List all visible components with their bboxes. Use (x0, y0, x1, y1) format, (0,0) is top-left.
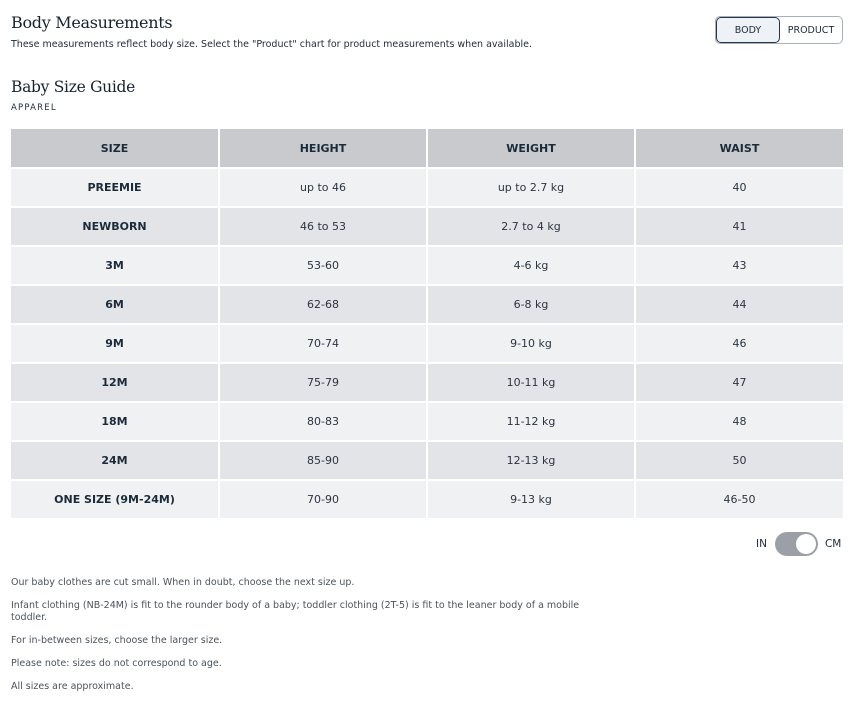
note-text: All sizes are approximate. (11, 681, 134, 692)
unit-toggle (756, 532, 841, 556)
note-text: For in-between sizes, choose the larger size. (11, 635, 223, 646)
size-table (11, 129, 843, 520)
waist-cell: 50 (635, 441, 843, 480)
waist-cell: 46 (635, 324, 843, 363)
waist-cell: 41 (635, 207, 843, 246)
size-cell: 12M (11, 363, 219, 402)
weight-cell: 9-10 kg (427, 324, 635, 363)
note-text: Please note: sizes do not correspond to age. (11, 658, 222, 669)
table-row (11, 441, 843, 480)
table-row (11, 168, 843, 207)
waist-cell: 40 (635, 168, 843, 207)
weight-cell: 12-13 kg (427, 441, 635, 480)
size-cell: 3M (11, 246, 219, 285)
body-tab-button[interactable]: BODY (716, 17, 780, 43)
size-cell: 18M (11, 402, 219, 441)
unit-label-in[interactable]: IN (756, 538, 767, 550)
unit-switch[interactable] (775, 532, 818, 556)
table-row (11, 480, 843, 519)
table-row (11, 285, 843, 324)
size-guide-category: APPAREL (11, 103, 57, 113)
column-header-size: SIZE (11, 129, 219, 168)
column-header-weight: WEIGHT (427, 129, 635, 168)
chart-type-toggle (715, 16, 843, 44)
height-cell: 85-90 (219, 441, 427, 480)
weight-cell: 6-8 kg (427, 285, 635, 324)
height-cell: 80-83 (219, 402, 427, 441)
switch-knob (796, 534, 816, 554)
weight-cell: 9-13 kg (427, 480, 635, 519)
table-row (11, 324, 843, 363)
table-row (11, 363, 843, 402)
table-header-row (11, 129, 843, 168)
column-header-height: HEIGHT (219, 129, 427, 168)
product-tab-button[interactable]: PRODUCT (787, 24, 835, 36)
waist-cell: 48 (635, 402, 843, 441)
table-row (11, 402, 843, 441)
waist-cell: 47 (635, 363, 843, 402)
note-text: Infant clothing (NB-24M) is fit to the rounder body of a baby; toddler clothing (2T-5) is fit to the leaner body of a mobile toddler. (11, 600, 580, 623)
size-cell: ONE SIZE (9M-24M) (11, 480, 219, 519)
unit-label-cm[interactable]: CM (824, 538, 842, 550)
size-cell: 9M (11, 324, 219, 363)
table-row (11, 207, 843, 246)
page-title: Body Measurements (11, 13, 173, 32)
height-cell: 70-74 (219, 324, 427, 363)
waist-cell: 43 (635, 246, 843, 285)
weight-cell: 4-6 kg (427, 246, 635, 285)
header (11, 13, 172, 32)
height-cell: 53-60 (219, 246, 427, 285)
size-cell: NEWBORN (11, 207, 219, 246)
size-cell: PREEMIE (11, 168, 219, 207)
height-cell: up to 46 (219, 168, 427, 207)
size-notes (11, 577, 611, 704)
waist-cell: 46-50 (635, 480, 843, 519)
height-cell: 62-68 (219, 285, 427, 324)
weight-cell: 10-11 kg (427, 363, 635, 402)
page-subtitle: These measurements reflect body size. Select the "Product" chart for product measurements when available. (11, 39, 532, 50)
note-text: Our baby clothes are cut small. When in doubt, choose the next size up. (11, 577, 355, 588)
size-guide-title: Baby Size Guide (11, 78, 135, 96)
height-cell: 46 to 53 (219, 207, 427, 246)
table-row (11, 246, 843, 285)
weight-cell: up to 2.7 kg (427, 168, 635, 207)
size-cell: 24M (11, 441, 219, 480)
column-header-waist: WAIST (635, 129, 843, 168)
weight-cell: 11-12 kg (427, 402, 635, 441)
height-cell: 75-79 (219, 363, 427, 402)
height-cell: 70-90 (219, 480, 427, 519)
weight-cell: 2.7 to 4 kg (427, 207, 635, 246)
waist-cell: 44 (635, 285, 843, 324)
size-cell: 6M (11, 285, 219, 324)
